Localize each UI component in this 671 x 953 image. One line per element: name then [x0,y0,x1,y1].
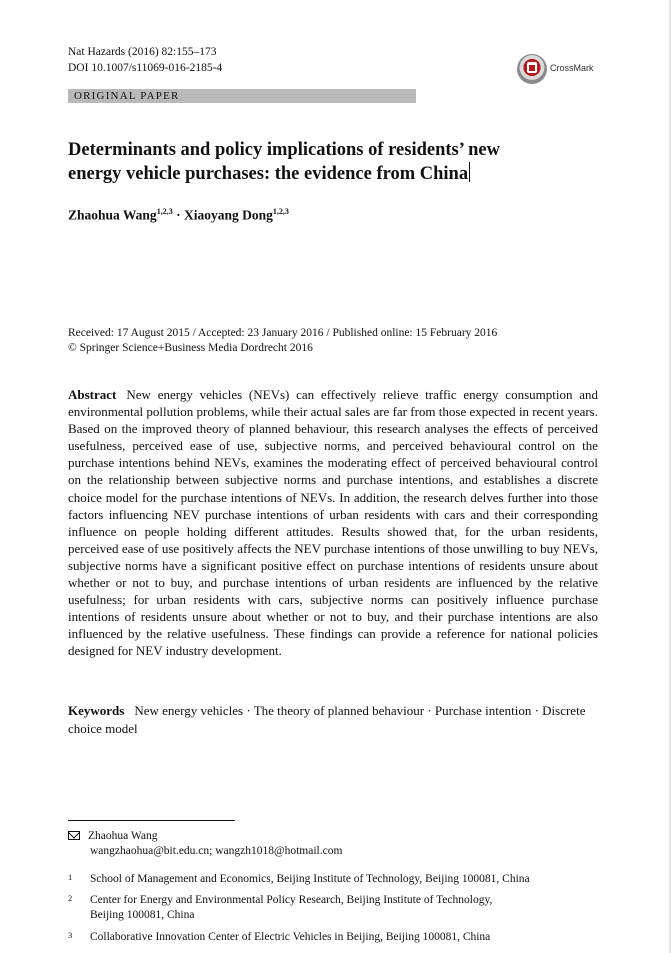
affiliation-text: Center for Energy and Environmental Policy Research, Beijing Institute of Technology, [90,894,493,906]
section-label: ORIGINAL PAPER [74,90,180,102]
keywords-text: New energy vehicles · The theory of planned behaviour · Purchase intention · Discrete choice model [68,703,586,736]
doi-line[interactable]: DOI 10.1007/s11069-016-2185-4 [68,62,223,74]
abstract-text: New energy vehicles (NEVs) can effectively relieve traffic energy consumption and environmental pollution problems, while their actual sales are far from those expected in recent years. Based on the improved theory of planned behaviour, this research analyses the effects of perceived usefulness, perceived ease of use, subjective norms, and perceived behavioural control on the purchase intentions behind NEVs, examines the moderating effect of perceived behavioural control on the relationship between subjective norms and purchase intentions, and establishes a discrete choice model for the purchase intentions of NEVs. In addition, the research delves further into those factors influencing NEV purchase intentions of urban residents with cars and their corresponding influence on people holding different attitudes. Results showed that, for the urban residents, perceived ease of use positively affects the NEV purchase intentions of those unwilling to buy NEVs, subjective norms have a significant positive effect on purchase intentions of residents unsure about whether or not to buy, and purchase intentions of urban residents are influenced by the relative usefulness; for urban residents with cars, subjective norms can positively influence purchase intentions of residents unsure about whether or not to buy, and their purchase intentions are also influenced by the relative usefulness. These findings can provide a reference for national policies designed for NEV industry development. [68,387,598,659]
footnote-rule [68,820,235,821]
section-label-bar [68,89,416,103]
affiliation-text: Collaborative Innovation Center of Electric Vehicles in Beijing, Beijing 100081, China [90,931,491,943]
envelope-icon [68,831,80,840]
affiliation-number: 2 [68,893,73,903]
affiliation-number: 1 [68,872,73,882]
correspondent-email[interactable]: wangzhaohua@bit.edu.cn; wangzh1018@hotmail.com [90,845,343,857]
affiliation-2 [68,893,608,923]
keywords-heading: Keywords [68,703,125,718]
citation-line: Nat Hazards (2016) 82:155–173 [68,46,217,58]
affiliation-1 [68,872,608,887]
journal-citation [68,44,222,76]
correspondence [68,829,608,859]
title-line-2-text: energy vehicle purchases: the evidence from China [68,164,469,184]
author-list [68,207,289,224]
correspondent-name: Zhaohua Wang [88,830,158,842]
crossmark-badge[interactable] [517,54,597,86]
publication-history [68,326,608,356]
affiliation-text: Beijing 100081, China [90,909,195,921]
author-separator: · [176,207,181,223]
title-line-2 [68,162,608,186]
author-affiliation-marks: 1,2,3 [272,207,289,216]
copyright-line: © Springer Science+Business Media Dordrecht 2016 [68,342,313,354]
keywords [68,702,598,738]
crossmark-label: CrossMark [550,63,594,73]
affiliation-3 [68,930,608,945]
author-affiliation-marks: 1,2,3 [156,207,173,216]
dates-line: Received: 17 August 2015 / Accepted: 23 January 2016 / Published online: 15 February 2016 [68,327,498,339]
title-line-1: Determinants and policy implications of residents’ new [68,140,501,160]
author-name[interactable]: Xiaoyang Dong [183,207,273,223]
author-name[interactable]: Zhaohua Wang [68,207,157,223]
abstract-heading: Abstract [68,387,117,402]
crossmark-icon [517,54,547,84]
affiliation-text: School of Management and Economics, Beijing Institute of Technology, Beijing 100081, China [90,873,530,885]
paper-title [68,138,608,186]
affiliation-number: 3 [68,930,73,940]
text-cursor [469,162,470,182]
abstract [68,386,598,660]
